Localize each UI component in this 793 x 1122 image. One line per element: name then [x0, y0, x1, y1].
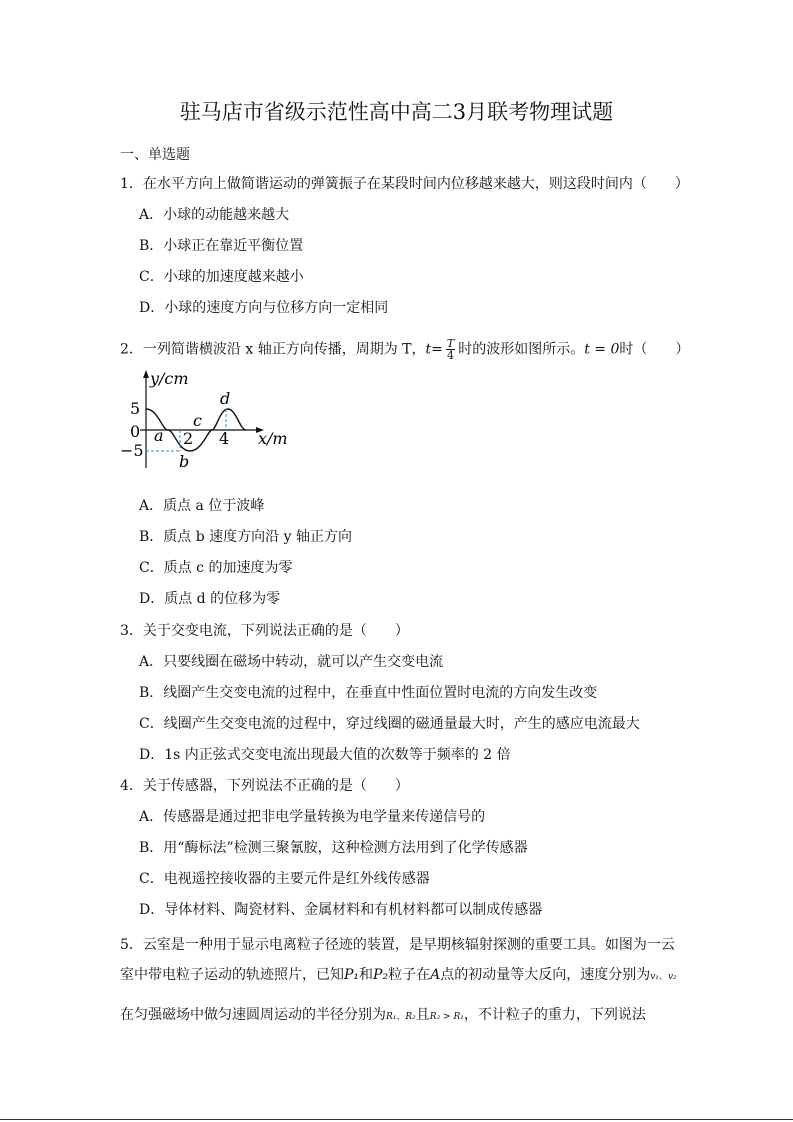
q5-point-a: A	[430, 967, 441, 983]
q4-stem: 4．关于传感器，下列说法不正确的是（ ）	[120, 778, 409, 794]
q5-r1: R₁	[386, 1012, 397, 1022]
tick-0: 0	[130, 422, 141, 441]
page-title: 驻马店市省级示范性高中高二3月联考物理试题	[179, 100, 614, 124]
q2-frac-den: 4	[447, 349, 455, 362]
tick-minus-5: −5	[120, 441, 144, 460]
tick-5: 5	[130, 399, 141, 418]
q2-option-c: C．质点 c 的加速度为零	[139, 560, 293, 576]
q5-line2-a: 室中带电粒子运动的轨迹照片，已知	[120, 967, 344, 983]
q2-eq: =	[431, 341, 443, 358]
q4-option-a: A．传感器是通过把非电学量转换为电学量来传递信号的	[139, 809, 486, 825]
q5-line2-c: 点的初动量等大反向，速度分别为	[440, 967, 651, 983]
q2-option-d: D．质点 d 的位移为零	[139, 591, 281, 607]
q2-frac-num: T	[446, 337, 455, 350]
q2-t0: t = 0	[584, 341, 620, 358]
q2-option-a: A．质点 a 位于波峰	[139, 498, 265, 514]
tick-4: 4	[219, 429, 230, 448]
q5-line3-c: ，不计粒子的重力，下列说法	[463, 1007, 646, 1023]
q5-r2: R₂	[405, 1012, 416, 1022]
q5-v1: v₁	[650, 972, 659, 982]
q2-stem-c: 时（ ）	[619, 341, 690, 358]
q1-option-b: B．小球正在靠近平衡位置	[139, 238, 304, 254]
q5-line-2	[120, 966, 677, 986]
q5-p1: P₁	[344, 967, 360, 983]
page-bottom-border	[0, 1119, 793, 1120]
q5-line2-b: 粒子在	[388, 967, 431, 983]
q5-v2: v₂	[667, 972, 677, 982]
q5-line-3	[120, 1006, 646, 1026]
q4-option-d: D．导体材料、陶瓷材料、金属材料和有机材料都可以制成传感器	[139, 902, 543, 918]
q5-line-1: 5．云室是一种用于显示电离粒子径迹的装置，是早期核辐射探测的重要工具。如图为一云	[120, 937, 675, 953]
q1-option-d: D．小球的速度方向与位移方向一定相同	[139, 300, 389, 316]
q5-p2: P₂	[373, 967, 389, 983]
q1-option-a: A．小球的动能越来越大	[139, 207, 290, 223]
q3-option-c: C．线圈产生交变电流的过程中，穿过线圈的磁通量最大时，产生的感应电流最大	[139, 716, 640, 732]
wave-figure	[118, 368, 298, 472]
q2-stem-a: 2．一列简谐横波沿 x 轴正方向传播，周期为 T，	[120, 341, 426, 358]
q5-inequality: R₂ > R₁	[429, 1012, 464, 1022]
q2-stem-b: 时的波形如图所示。	[458, 341, 585, 358]
q2-option-b: B．质点 b 速度方向沿 y 轴正方向	[139, 529, 352, 545]
q3-stem: 3．关于交变电流，下列说法正确的是（ ）	[120, 623, 409, 639]
q5-sep-r: 、	[396, 1012, 406, 1022]
q4-option-c: C．电视遥控接收器的主要元件是红外线传感器	[139, 871, 430, 887]
q3-option-b: B．线圈产生交变电流的过程中，在垂直中性面位置时电流的方向发生改变	[139, 685, 598, 701]
q4-option-b: B．用“酶标法”检测三聚氰胺，这种检测方法用到了化学传感器	[139, 840, 528, 856]
q5-line3-b: 且	[415, 1007, 430, 1023]
x-axis-label: x/m	[258, 429, 288, 448]
q1-stem: 1．在水平方向上做简谐运动的弹簧振子在某段时间内位移越来越大，则这段时间内（ ）	[120, 176, 689, 192]
q2-stem	[120, 338, 689, 361]
point-a-label: a	[154, 426, 164, 445]
q5-sep-v: 、	[658, 972, 668, 982]
section-heading: 一、单选题	[120, 147, 190, 163]
tick-2: 2	[183, 429, 194, 448]
q2-t-var: t	[425, 341, 432, 358]
point-c-label: c	[193, 411, 202, 430]
point-d-label: d	[220, 389, 231, 408]
q5-and: 和	[359, 967, 374, 983]
q5-line3-a: 在匀强磁场中做匀速圆周运动的半径分别为	[120, 1007, 386, 1023]
q3-option-a: A．只要线圈在磁场中转动，就可以产生交变电流	[139, 654, 444, 670]
q3-option-d: D．1s 内正弦式交变电流出现最大值的次数等于频率的 2 倍	[139, 747, 511, 763]
point-b-label: b	[179, 452, 190, 471]
q1-option-c: C．小球的加速度越来越小	[139, 269, 304, 285]
y-axis-label: y/cm	[150, 369, 189, 388]
q2-fraction	[446, 338, 455, 361]
y-axis-arrow	[143, 370, 149, 378]
